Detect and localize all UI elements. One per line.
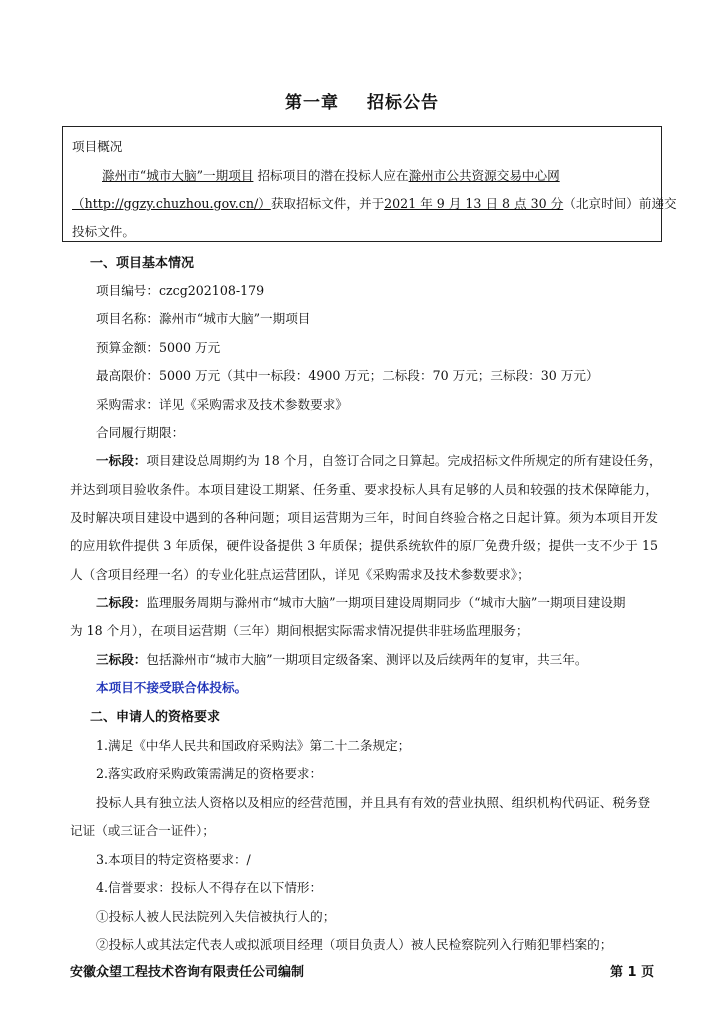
overview-label: 项目概况 — [72, 139, 123, 154]
req-item-2: 2.落实政府采购政策需满足的资格要求： — [96, 766, 323, 781]
overview-text-a: 招标项目的潜在投标人应在 — [257, 168, 409, 183]
lot2-line-2: 为 18 个月），在项目运营期（三年）期间根据实际需求情况提供非驻场监理服务； — [70, 623, 529, 638]
procurement-demand: 采购需求：详见《采购需求及技术参数要求》 — [96, 397, 348, 412]
req-item-4: 4.信誉要求：投标人不得存在以下情形： — [96, 880, 323, 895]
lot2-line-1 — [96, 592, 626, 611]
overview-platform: 滁州市公共资源交易中心网 — [408, 168, 560, 183]
req-item-4-a: ①投标人被人民法院列入失信被执行人的； — [96, 909, 336, 924]
req-item-2-line-1: 投标人具有独立法人资格以及相应的经营范围，并且具有有效的营业执照、组织机构代码证、税务登 — [96, 795, 651, 810]
project-name: 项目名称：滁州市“城市大脑”一期项目 — [96, 311, 311, 326]
lot1-line-3: 及时解决项目建设中遇到的各种问题；项目运营期为三年，时间自终验合格之日起计算。须为本项目开发 — [70, 510, 658, 525]
req-item-3: 3.本项目的特定资格要求：/ — [96, 852, 251, 867]
lot1-label: 一标段： — [96, 453, 147, 468]
consortium-note: 本项目不接受联合体投标。 — [96, 680, 248, 695]
max-price: 最高限价：5000 万元（其中一标段：4900 万元；二标段：70 万元；三标段：30 万元） — [96, 368, 599, 383]
overview-line-3: 投标文件。 — [72, 224, 135, 239]
chapter-number: 第一章 — [285, 93, 339, 113]
overview-line-1 — [102, 165, 560, 184]
page-title — [0, 88, 724, 113]
overview-deadline: 2021 年 9 月 13 日 8 点 30 分 — [384, 196, 564, 211]
contract-period: 合同履行期限： — [96, 425, 185, 440]
lot1-text-1: 项目建设总周期约为 18 个月，自签订合同之日算起。完成招标文件所规定的所有建设任务， — [146, 453, 662, 468]
overview-text-b: 获取招标文件，并于 — [270, 196, 385, 211]
lot1-line-2: 并达到项目验收条件。本项目建设工期紧、任务重、要求投标人具有足够的人员和较强的技术保障能力， — [70, 482, 658, 497]
req-item-4-b: ②投标人或其法定代表人或拟派项目经理（项目负责人）被人民检察院列入行贿犯罪档案的； — [96, 937, 613, 952]
overview-project: 滁州市“城市大脑”一期项目 — [102, 168, 254, 183]
section2-heading: 二、申请人的资格要求 — [90, 710, 221, 725]
chapter-name: 招标公告 — [367, 93, 439, 113]
footer-page: 第 1 页 — [610, 965, 655, 980]
lot3-line-1 — [96, 649, 587, 668]
lot1-line-4: 的应用软件提供 3 年质保，硬件设备提供 3 年质保；提供系统软件的原厂免费升级；提供一支不少于 15 — [70, 538, 658, 553]
overview-box — [62, 126, 662, 242]
budget: 预算金额：5000 万元 — [96, 340, 221, 355]
lot1-line-5: 人（含项目经理一名）的专业化驻点运营团队，详见《采购需求及技术参数要求》； — [70, 567, 530, 582]
overview-url: （http://ggzy.chuzhou.gov.cn/） — [72, 196, 271, 211]
overview-text-c: （北京时间）前递交 — [563, 196, 677, 211]
project-number: 项目编号：czcg202108-179 — [96, 283, 265, 298]
overview-line-2 — [72, 193, 677, 212]
req-item-2-line-2: 记证（或三证合一证件）； — [70, 823, 215, 838]
lot3-text-1: 包括滁州市“城市大脑”一期项目定级备案、测评以及后续两年的复审，共三年。 — [146, 652, 588, 667]
lot2-label: 二标段： — [96, 595, 147, 610]
lot1-line-1 — [96, 450, 662, 469]
footer-company: 安徽众望工程技术咨询有限责任公司编制 — [70, 965, 305, 980]
section1-heading: 一、项目基本情况 — [90, 256, 195, 271]
req-item-1: 1.满足《中华人民共和国政府采购法》第二十二条规定； — [96, 738, 411, 753]
lot3-label: 三标段： — [96, 652, 147, 667]
lot2-text-1: 监理服务周期与滁州市“城市大脑”一期项目建设周期同步（“城市大脑”一期项目建设期 — [146, 595, 626, 610]
